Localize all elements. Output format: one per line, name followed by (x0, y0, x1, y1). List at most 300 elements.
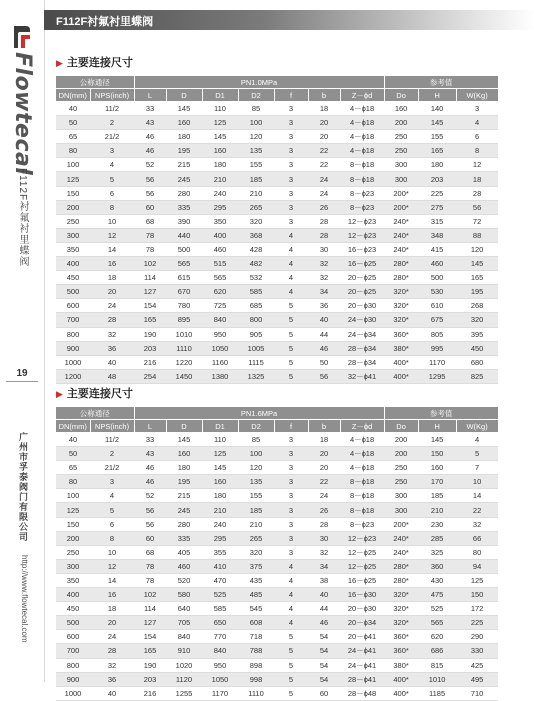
column-header: b (308, 89, 340, 102)
table-cell: 155 (238, 489, 274, 503)
table-cell: 460 (166, 559, 202, 573)
table-cell: 180 (166, 130, 202, 144)
group-header-pressure: PN1.6MPa (134, 407, 384, 420)
table-cell: 12－ϕ23 (340, 214, 384, 228)
table-cell: 675 (418, 313, 456, 327)
table-cell: 4 (274, 573, 308, 587)
table-cell: 995 (418, 341, 456, 355)
table-cell: 78 (134, 573, 166, 587)
table-row (56, 158, 498, 172)
table-cell: 100 (56, 489, 90, 503)
table-cell: 36 (308, 299, 340, 313)
table-cell: 275 (418, 200, 456, 214)
table-cell: 20 (308, 447, 340, 461)
column-header: NPS(inch) (90, 420, 134, 433)
column-header: Do (384, 420, 418, 433)
table-cell: 620 (202, 285, 238, 299)
table-cell: 230 (418, 517, 456, 531)
table-cell: 4－ϕ18 (340, 130, 384, 144)
table-row (56, 433, 498, 447)
table-cell: 195 (456, 285, 498, 299)
column-header: Z－ϕd (340, 89, 384, 102)
column-header: D2 (238, 89, 274, 102)
table-cell: 6 (456, 130, 498, 144)
table-cell: 56 (456, 200, 498, 214)
table-cell: 4 (456, 116, 498, 130)
column-header: H (418, 420, 456, 433)
table-cell: 8－ϕ18 (340, 172, 384, 186)
table-cell: 195 (166, 144, 202, 158)
table-cell: 200 (56, 531, 90, 545)
table-cell: 16－ϕ25 (340, 573, 384, 587)
table-cell: 805 (418, 327, 456, 341)
table-cell: 320* (384, 285, 418, 299)
table-cell: 40 (56, 102, 90, 116)
table-cell: 1050 (202, 672, 238, 686)
table-cell: 60 (308, 686, 340, 700)
table-cell: 65 (56, 130, 90, 144)
table-cell: 210 (202, 503, 238, 517)
table-cell: 500 (56, 616, 90, 630)
table-cell: 50 (56, 447, 90, 461)
table-cell: 50 (308, 355, 340, 369)
table-cell: 400 (56, 588, 90, 602)
table-cell: 46 (134, 461, 166, 475)
table-cell: 120 (238, 130, 274, 144)
table-cell: 200* (384, 186, 418, 200)
table-cell: 250 (56, 214, 90, 228)
table-cell: 400 (56, 257, 90, 271)
table-cell: 360* (384, 327, 418, 341)
table-cell: 530 (418, 285, 456, 299)
table-cell: 54 (308, 644, 340, 658)
table-cell: 425 (456, 658, 498, 672)
table-cell: 5 (274, 672, 308, 686)
table-cell: 78 (134, 228, 166, 242)
table-cell: 2 (90, 116, 134, 130)
table-cell: 12 (90, 228, 134, 242)
table-cell: 4 (274, 271, 308, 285)
table-cell: 20－ϕ41 (340, 630, 384, 644)
table-cell: 280* (384, 559, 418, 573)
table-cell: 8－ϕ23 (340, 517, 384, 531)
table-cell: 525 (418, 602, 456, 616)
column-header: W(Kg) (456, 89, 498, 102)
table-cell: 28 (308, 228, 340, 242)
column-header: DN(mm) (56, 89, 90, 102)
table-cell: 200* (384, 200, 418, 214)
table-cell: 185 (238, 503, 274, 517)
column-header: f (274, 420, 308, 433)
table-cell: 125 (456, 573, 498, 587)
table-cell: 22 (308, 144, 340, 158)
table-cell: 240* (384, 545, 418, 559)
table-cell: 435 (238, 573, 274, 587)
table-cell: 335 (166, 200, 202, 214)
table-cell: 20 (308, 461, 340, 475)
table-cell: 22 (308, 475, 340, 489)
table-cell: 46 (308, 616, 340, 630)
table-row (56, 644, 498, 658)
table-cell: 3 (274, 447, 308, 461)
table-cell: 32 (308, 271, 340, 285)
table-cell: 127 (134, 616, 166, 630)
table-cell: 40 (90, 355, 134, 369)
table-cell: 18 (456, 172, 498, 186)
table-cell: 12 (90, 559, 134, 573)
column-header: b (308, 420, 340, 433)
table-cell: 268 (456, 299, 498, 313)
table-row (56, 630, 498, 644)
table-cell: 160 (166, 447, 202, 461)
table-cell: 254 (134, 369, 166, 383)
table-cell: 56 (134, 172, 166, 186)
table-cell: 4－ϕ18 (340, 433, 384, 447)
table-cell: 295 (202, 531, 238, 545)
table-cell: 80 (56, 475, 90, 489)
table-cell: 24 (308, 186, 340, 200)
table-cell: 140 (418, 102, 456, 116)
brand-name: Flowtecal (10, 52, 35, 176)
table-cell: 900 (56, 341, 90, 355)
table-cell: 565 (202, 271, 238, 285)
table-cell: 8 (90, 531, 134, 545)
table-cell: 48 (90, 369, 134, 383)
section-pn10 (56, 54, 498, 384)
table-cell: 102 (134, 257, 166, 271)
table-cell: 280* (384, 573, 418, 587)
table-cell: 500 (166, 242, 202, 256)
table-cell: 280 (166, 186, 202, 200)
table-cell: 290 (456, 630, 498, 644)
table-cell: 24－ϕ34 (340, 327, 384, 341)
table-cell: 24 (90, 630, 134, 644)
table-cell: 135 (238, 475, 274, 489)
table-cell: 100 (238, 447, 274, 461)
table-cell: 460 (418, 257, 456, 271)
table-cell: 900 (56, 672, 90, 686)
column-header: D1 (202, 89, 238, 102)
table-cell: 20 (90, 285, 134, 299)
table-row (56, 144, 498, 158)
table-cell: 840 (202, 644, 238, 658)
table-cell: 3 (274, 503, 308, 517)
table-cell: 240* (384, 214, 418, 228)
table-cell: 12－ϕ23 (340, 228, 384, 242)
table-cell: 46 (134, 475, 166, 489)
table-row (56, 573, 498, 587)
table-cell: 88 (456, 228, 498, 242)
table-row (56, 214, 498, 228)
table-cell: 110 (202, 102, 238, 116)
table-cell: 185 (238, 172, 274, 186)
table-cell: 430 (418, 573, 456, 587)
table-cell: 355 (202, 545, 238, 559)
table-cell: 195 (166, 475, 202, 489)
table-cell: 1185 (418, 686, 456, 700)
table-cell: 28 (90, 313, 134, 327)
table-cell: 1110 (238, 686, 274, 700)
table-cell: 5 (274, 369, 308, 383)
table-cell: 3 (274, 214, 308, 228)
table-cell: 3 (90, 144, 134, 158)
table-cell: 5 (274, 644, 308, 658)
table-cell: 8－ϕ23 (340, 186, 384, 200)
table-cell: 210 (418, 503, 456, 517)
table-cell: 28 (90, 644, 134, 658)
table-cell: 165 (134, 644, 166, 658)
table-cell: 300 (384, 503, 418, 517)
table-cell: 114 (134, 602, 166, 616)
table-cell: 3 (274, 433, 308, 447)
table-cell: 1000 (56, 686, 90, 700)
table-cell: 32 (308, 257, 340, 271)
table-cell: 400* (384, 355, 418, 369)
table-row (56, 116, 498, 130)
table-cell: 415 (418, 242, 456, 256)
table-cell: 8－ϕ23 (340, 200, 384, 214)
table-cell: 155 (238, 158, 274, 172)
table-cell: 185 (418, 489, 456, 503)
table-cell: 240 (202, 517, 238, 531)
table-cell: 60 (134, 200, 166, 214)
table-cell: 405 (166, 545, 202, 559)
table-cell: 4 (90, 158, 134, 172)
table-cell: 440 (166, 228, 202, 242)
column-header: Do (384, 89, 418, 102)
table-cell: 428 (238, 242, 274, 256)
table-cell: 375 (238, 559, 274, 573)
table-cell: 360* (384, 644, 418, 658)
table-cell: 210 (238, 186, 274, 200)
table-cell: 250 (56, 545, 90, 559)
table-cell: 54 (308, 658, 340, 672)
table-cell: 52 (134, 489, 166, 503)
table-cell: 1170 (418, 355, 456, 369)
table-cell: 280* (384, 257, 418, 271)
table-cell: 4 (274, 602, 308, 616)
table-cell: 46 (308, 341, 340, 355)
table-cell: 8－ϕ18 (340, 489, 384, 503)
section-pn16 (56, 385, 498, 701)
table-cell: 203 (418, 172, 456, 186)
table-cell: 640 (166, 602, 202, 616)
table-cell: 40 (308, 588, 340, 602)
table-row (56, 672, 498, 686)
table-cell: 155 (418, 130, 456, 144)
table-cell: 3 (274, 517, 308, 531)
table-cell: 160 (418, 461, 456, 475)
table-cell: 20－ϕ25 (340, 285, 384, 299)
table-cell: 615 (166, 271, 202, 285)
table-cell: 30 (308, 531, 340, 545)
table-cell: 1450 (166, 369, 202, 383)
table-cell: 46 (134, 130, 166, 144)
table-cell: 4 (274, 559, 308, 573)
table-cell: 300 (56, 228, 90, 242)
group-header-pressure: PN1.0MPa (134, 76, 384, 89)
table-cell: 28－ϕ34 (340, 341, 384, 355)
table-cell: 216 (134, 686, 166, 700)
table-cell: 485 (238, 588, 274, 602)
table-cell: 225 (456, 616, 498, 630)
table-row (56, 369, 498, 383)
table-cell: 10 (456, 475, 498, 489)
table-cell: 150 (56, 186, 90, 200)
table-cell: 125 (56, 172, 90, 186)
table-cell: 5 (274, 686, 308, 700)
column-header: L (134, 420, 166, 433)
table-cell: 200 (384, 447, 418, 461)
table-cell: 910 (166, 644, 202, 658)
table-cell: 545 (238, 602, 274, 616)
table-cell: 4 (274, 588, 308, 602)
column-header: D (166, 89, 202, 102)
table-cell: 36 (90, 341, 134, 355)
table-cell: 165 (456, 271, 498, 285)
table-cell: 16 (90, 257, 134, 271)
table-cell: 240* (384, 531, 418, 545)
table-cell: 16－ϕ30 (340, 588, 384, 602)
table-row (56, 102, 498, 116)
table-cell: 998 (238, 672, 274, 686)
table-cell: 700 (56, 313, 90, 327)
section-title (56, 385, 498, 401)
table-cell: 200 (56, 200, 90, 214)
table-cell: 3 (274, 116, 308, 130)
table-cell: 4 (90, 489, 134, 503)
table-cell: 265 (238, 200, 274, 214)
table-cell: 3 (274, 475, 308, 489)
table-cell: 225 (418, 186, 456, 200)
table-cell: 320 (238, 545, 274, 559)
table-cell: 460 (202, 242, 238, 256)
table-cell: 30 (308, 242, 340, 256)
table-cell: 200 (384, 433, 418, 447)
table-cell: 8－ϕ18 (340, 158, 384, 172)
dimensions-table-pn10 (56, 76, 499, 384)
table-cell: 5 (90, 172, 134, 186)
table-cell: 85 (238, 102, 274, 116)
table-cell: 18 (308, 102, 340, 116)
table-cell: 650 (202, 616, 238, 630)
table-cell: 320* (384, 313, 418, 327)
table-cell: 705 (166, 616, 202, 630)
table-cell: 40 (56, 433, 90, 447)
table-cell: 18 (90, 602, 134, 616)
table-cell: 3 (274, 200, 308, 214)
table-row (56, 545, 498, 559)
table-row (56, 186, 498, 200)
table-cell: 1010 (166, 327, 202, 341)
table-cell: 56 (308, 369, 340, 383)
table-cell: 5 (456, 447, 498, 461)
table-cell: 320 (238, 214, 274, 228)
table-cell: 788 (238, 644, 274, 658)
table-cell: 180 (166, 461, 202, 475)
table-cell: 14 (456, 489, 498, 503)
table-cell: 515 (202, 257, 238, 271)
table-cell: 165 (134, 313, 166, 327)
table-row (56, 200, 498, 214)
table-cell: 10 (90, 214, 134, 228)
table-cell: 495 (456, 672, 498, 686)
table-cell: 34 (308, 285, 340, 299)
table-cell: 14 (90, 242, 134, 256)
table-cell: 1200 (56, 369, 90, 383)
table-cell: 330 (456, 644, 498, 658)
table-cell: 145 (456, 257, 498, 271)
table-cell: 215 (166, 489, 202, 503)
table-cell: 3 (274, 531, 308, 545)
table-cell: 840 (166, 630, 202, 644)
table-cell: 145 (202, 130, 238, 144)
table-cell: 500 (418, 271, 456, 285)
table-row (56, 489, 498, 503)
table-cell: 36 (90, 672, 134, 686)
table-cell: 250 (384, 144, 418, 158)
page-number: 19 (16, 368, 28, 379)
table-cell: 580 (166, 588, 202, 602)
table-cell: 28－ϕ41 (340, 672, 384, 686)
table-cell: 40 (90, 686, 134, 700)
table-cell: 5 (90, 503, 134, 517)
table-cell: 565 (418, 616, 456, 630)
table-row (56, 242, 498, 256)
table-row (56, 461, 498, 475)
table-cell: 1380 (202, 369, 238, 383)
table-cell: 66 (456, 531, 498, 545)
table-cell: 620 (418, 630, 456, 644)
table-cell: 11/2 (90, 102, 134, 116)
table-cell: 718 (238, 630, 274, 644)
table-cell: 127 (134, 285, 166, 299)
table-cell: 14 (90, 573, 134, 587)
table-cell: 5 (274, 341, 308, 355)
table-row (56, 257, 498, 271)
column-header: L (134, 89, 166, 102)
table-cell: 8 (90, 200, 134, 214)
table-cell: 85 (238, 433, 274, 447)
product-title-vertical: F112F衬氟衬里蝶阀 (17, 168, 28, 268)
table-cell: 32 (90, 658, 134, 672)
table-cell: 4－ϕ18 (340, 447, 384, 461)
table-cell: 160 (166, 116, 202, 130)
table-cell: 18 (308, 433, 340, 447)
table-cell: 24－ϕ41 (340, 658, 384, 672)
table-row (56, 517, 498, 531)
table-cell: 285 (418, 531, 456, 545)
table-cell: 320 (456, 313, 498, 327)
table-cell: 28 (456, 186, 498, 200)
table-cell: 3 (274, 186, 308, 200)
table-cell: 20 (308, 130, 340, 144)
table-cell: 685 (238, 299, 274, 313)
table-cell: 500 (56, 285, 90, 299)
table-cell: 1220 (166, 355, 202, 369)
table-cell: 3 (274, 172, 308, 186)
table-row (56, 271, 498, 285)
table-cell: 5 (274, 658, 308, 672)
table-cell: 770 (202, 630, 238, 644)
table-cell: 368 (238, 228, 274, 242)
table-cell: 52 (134, 158, 166, 172)
table-cell: 1115 (238, 355, 274, 369)
table-row (56, 228, 498, 242)
table-cell: 348 (418, 228, 456, 242)
table-cell: 38 (308, 573, 340, 587)
table-cell: 825 (456, 369, 498, 383)
